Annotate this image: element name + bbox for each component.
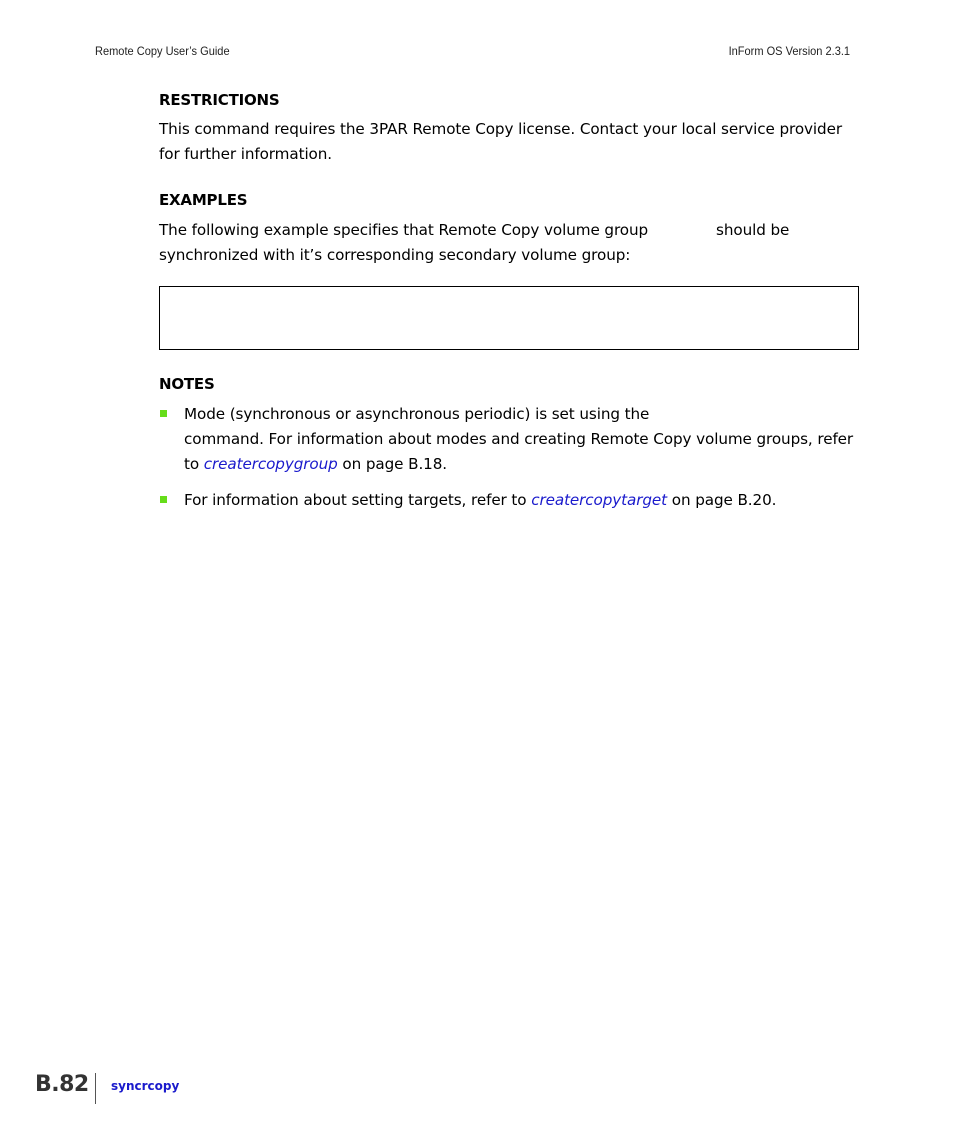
examples-text-start: The following example specifies that Remote Copy volume group [159,221,649,239]
restrictions-text: This command requires the 3PAR Remote Copy license. Contact your local service provider for further information. [159,120,842,163]
notes-item-text-end: on page B.18. [342,455,448,473]
creatercopytarget-link[interactable]: creatercopytarget [531,491,668,509]
notes-item-text [184,488,859,513]
restrictions-heading: RESTRICTIONS [159,91,280,109]
notes-item-text-start: Mode (synchronous or asynchronous periodic) is set using the [184,405,650,423]
square-bullet-icon [160,410,167,417]
examples-text [159,218,859,268]
notes-item-text-end: on page B.20. [671,491,777,509]
notes-item-text-mid: command. For information about modes and creating Remote Copy volume groups, refer to [184,430,854,473]
notes-item-text-start: For information about setting targets, refer to [184,491,527,509]
square-bullet-icon [160,496,167,503]
footer-section-label: syncrcopy [111,1079,180,1093]
examples-heading: EXAMPLES [159,191,248,209]
running-header-title: Remote Copy User’s Guide [95,44,230,58]
notes-item [159,488,859,513]
notes-item [159,402,859,477]
creatercopygroup-link[interactable]: creatercopygroup [203,455,338,473]
notes-heading: NOTES [159,375,215,393]
examples-text-end: should be synchronized with it’s corresponding secondary volume group: [159,221,790,264]
footer-divider [95,1073,96,1104]
page-number: B.82 [35,1072,89,1097]
example-code-box [159,286,859,350]
notes-item-text [184,402,859,477]
running-header-version: InForm OS Version 2.3.1 [728,44,850,58]
